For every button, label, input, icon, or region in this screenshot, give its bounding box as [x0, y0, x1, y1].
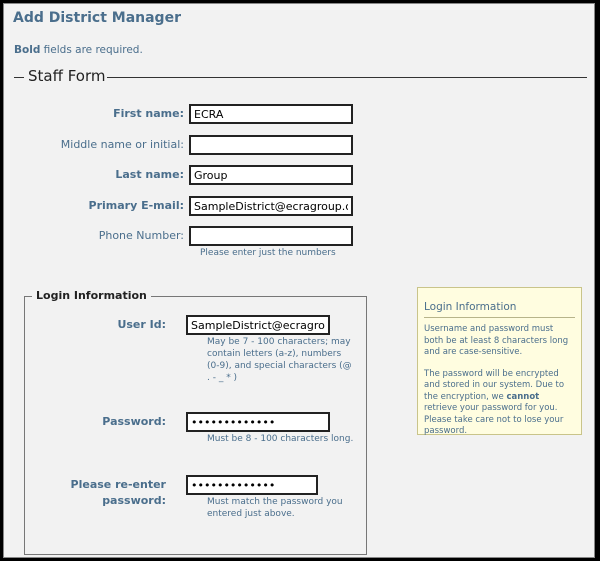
email-label: Primary E-mail:	[88, 199, 184, 212]
password-confirm-label	[71, 478, 166, 507]
middle-name-input[interactable]	[189, 135, 353, 155]
login-info-paragraph-2	[424, 369, 575, 438]
login-info-paragraph-1: Username and password must both be at least 8 characters long and are case-sensitive.	[424, 324, 569, 357]
password-confirm-hint: Must match the password you entered just above.	[207, 497, 343, 519]
middle-name-label: Middle name or initial:	[60, 138, 184, 151]
login-info-panel	[417, 287, 582, 435]
user-id-label: User Id:	[117, 318, 166, 331]
last-name-input[interactable]	[189, 165, 353, 185]
login-info-cannot: cannot	[506, 391, 540, 402]
password-confirm-input[interactable]	[186, 475, 318, 495]
required-note-bold: Bold	[14, 44, 41, 56]
user-id-hint: May be 7 - 100 characters; may contain letters (a-z), numbers (0-9), and special characters (@ . - _ * )	[207, 337, 352, 383]
staff-form-rule-left	[14, 77, 24, 78]
login-information-legend: Login Information	[32, 289, 151, 302]
first-name-label: First name:	[113, 107, 184, 120]
staff-form-legend: Staff Form	[28, 67, 106, 85]
password-label: Password:	[102, 415, 166, 428]
password-hint: Must be 8 - 100 characters long.	[207, 434, 354, 444]
phone-label: Phone Number:	[98, 229, 184, 242]
user-id-input[interactable]	[186, 315, 330, 335]
page-frame	[3, 3, 595, 558]
login-info-paragraph-2a: The password will be encrypted and stored in our system. Due to the encryption, we	[424, 368, 565, 402]
login-info-title: Login Information	[424, 301, 575, 318]
password-input[interactable]	[186, 412, 330, 432]
page-title: Add District Manager	[13, 10, 181, 26]
first-name-input[interactable]	[189, 104, 353, 124]
last-name-label: Last name:	[115, 168, 184, 181]
required-note-text: fields are required.	[40, 44, 143, 56]
required-note	[14, 44, 143, 56]
login-info-paragraph-2b: retrieve your password for you. Please take care not to lose your password.	[424, 403, 564, 436]
staff-form-rule-right	[107, 77, 587, 78]
phone-hint: Please enter just the numbers	[200, 248, 336, 258]
email-input[interactable]	[189, 196, 353, 216]
password-confirm-label-line2: password:	[102, 494, 166, 507]
phone-input[interactable]	[189, 226, 353, 246]
password-confirm-label-line1: Please re-enter	[70, 478, 166, 491]
